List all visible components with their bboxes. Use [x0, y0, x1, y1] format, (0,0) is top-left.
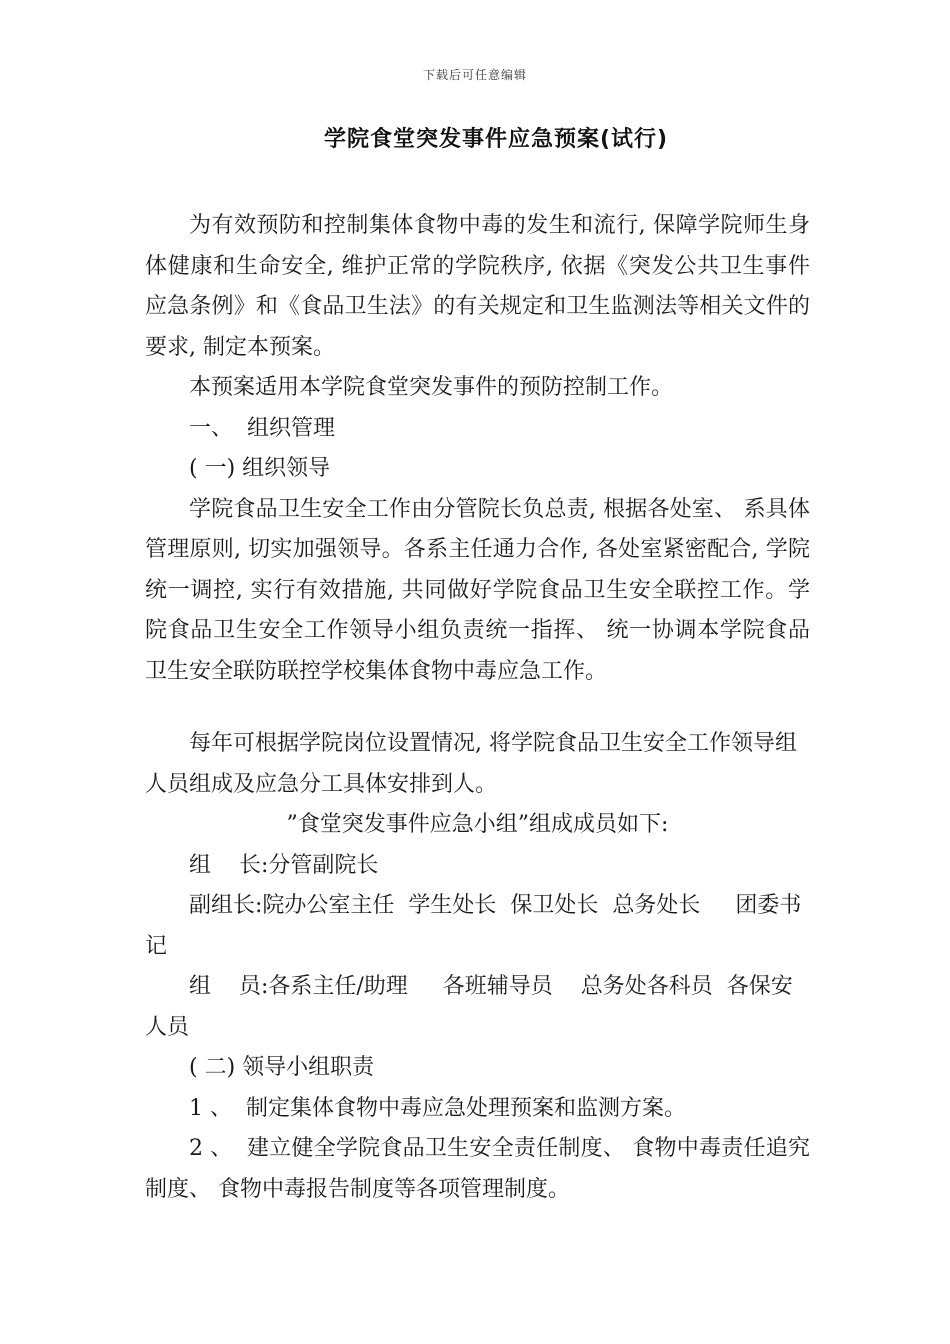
subsection-heading-duties: ( 二) 领导小组职责: [189, 1055, 375, 1080]
document-body: [145, 206, 810, 1210]
paragraph-scope: 本预案适用本学院食堂突发事件的预防控制工作。: [189, 375, 674, 400]
team-deputy-line: 副组长:院办公室主任 学生处长 保卫处长 总务处长 团委书记: [145, 893, 802, 959]
team-leader-line: 组 长:分管副院长: [189, 852, 379, 878]
duty-item-2: 2 、 建立健全学院食品卫生安全责任制度、 食物中毒责任追究制度、 食物中毒报告制度等各项管理制度。: [145, 1136, 810, 1202]
section-heading-organization: 一、 组织管理: [189, 415, 335, 441]
paragraph-team-members-intro: ”食堂突发事件应急小组”组成成员如下:: [286, 812, 669, 837]
paragraph-intro: 为有效预防和控制集体食物中毒的发生和流行, 保障学院师生身体健康和生命安全, 维护正常的学院秩序, 依据《突发公共卫生事件应急条例》和《食品卫生法》的有关规定和卫生监测法等相关文件的要求, 制定本预案。: [145, 213, 810, 360]
team-members-line: 组 员:各系主任/助理 各班辅导员 总务处各科员 各保安人员: [145, 974, 793, 1040]
header-note: 下载后可任意编辑: [422, 68, 527, 82]
subsection-heading-leadership: ( 一) 组织领导: [189, 456, 331, 481]
paragraph-annual-assignment: 每年可根据学院岗位设置情况, 将学院食品卫生安全工作领导组人员组成及应急分工具体安排到人。: [145, 731, 797, 797]
document-title: 学院食堂突发事件应急预案(试行): [323, 127, 669, 152]
duty-item-1: 1 、 制定集体食物中毒应急处理预案和监测方案。: [189, 1095, 686, 1121]
paragraph-leadership: 学院食品卫生安全工作由分管院长负总责, 根据各处室、 系具体管理原则, 切实加强领导。各系主任通力合作, 各处室紧密配合, 学院统一调控, 实行有效措施, 共同做好学院食品卫生安全联控工作。学院食品卫生安全工作领导小组负责统一指挥、 统一协调本学院食品卫生安全联防联控学校集体食物中毒应急工作。: [145, 496, 810, 684]
